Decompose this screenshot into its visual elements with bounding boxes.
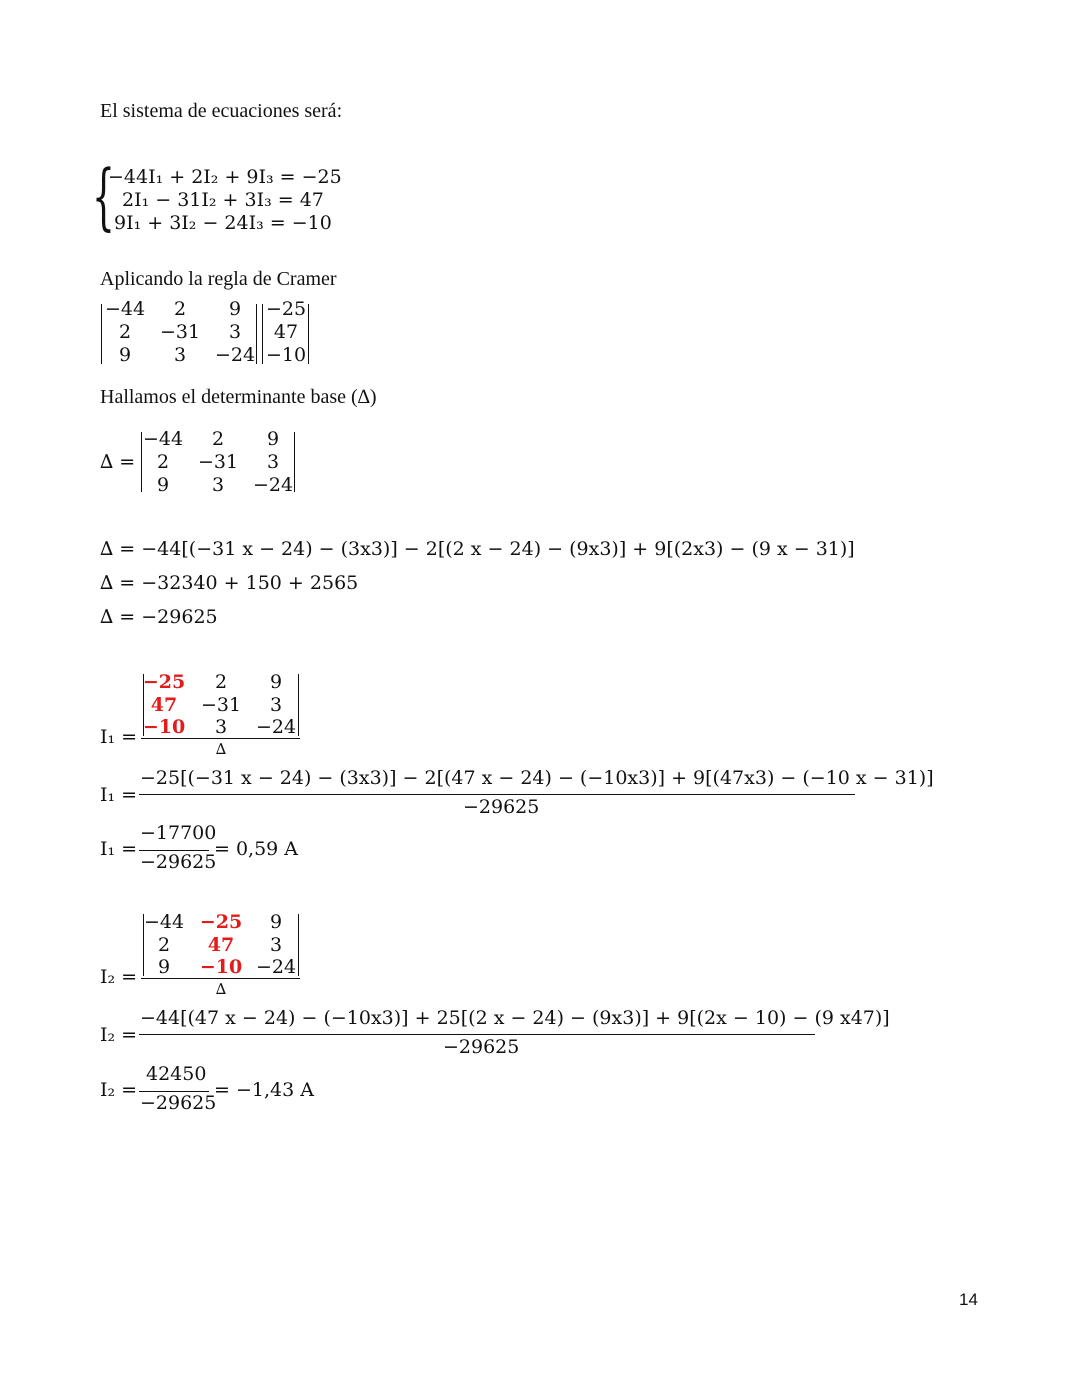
i2-fraction-bar <box>141 978 300 979</box>
i2-label: I₂ = <box>100 1024 138 1046</box>
vector-cell: −25 <box>265 298 307 320</box>
i1-expansion-numerator: −25[(−31 x − 24) − (3x3)] − 2[(47 x − 24) − (−10x3)] + 9[(47x3) − (−10 x − 31)] <box>140 767 934 789</box>
i1-label: I₁ = <box>100 838 138 860</box>
i2-expansion-numerator: −44[(47 x − 24) − (−10x3)] + 25[(2 x − 24) − (9x3)] + 9[(2x − 10) − (9 x47)] <box>140 1007 890 1029</box>
i2-result-denominator: −29625 <box>140 1092 217 1114</box>
i2-label: I₂ = <box>100 1079 138 1101</box>
i2-cell: 9 <box>269 911 283 933</box>
page-number: 14 <box>959 1290 978 1309</box>
intro-text: El sistema de ecuaciones será: <box>100 100 343 122</box>
delta-result: ∆ = −29625 <box>100 606 218 628</box>
i2-result-numerator: 42450 <box>146 1063 207 1085</box>
i2-cell: 2 <box>157 934 171 956</box>
i1-cell-highlight: 47 <box>150 694 178 716</box>
vector-cell: 47 <box>273 321 299 343</box>
i2-cell-highlight: −10 <box>199 956 243 978</box>
i2-cell-highlight: 47 <box>207 934 235 956</box>
det-cell: −44 <box>142 428 184 450</box>
left-brace-icon: { <box>92 154 115 238</box>
i1-cell: 3 <box>214 716 228 738</box>
det-cell: 2 <box>211 428 225 450</box>
matrix-cell: 9 <box>118 344 132 366</box>
i2-expansion-denominator: −29625 <box>443 1036 520 1058</box>
matrix-cell: 2 <box>118 321 132 343</box>
matrix-cell: 9 <box>228 298 242 320</box>
i2-cell-highlight: −25 <box>199 911 243 933</box>
delta-label: ∆ = <box>100 451 136 473</box>
equation-2: 2I₁ − 31I₂ + 3I₃ = 47 <box>122 189 324 211</box>
det-cell: 3 <box>266 451 280 473</box>
equation-3: 9I₁ + 3I₂ − 24I₃ = −10 <box>114 212 332 234</box>
i1-result-value: = 0,59 A <box>214 838 299 860</box>
det-cell: −24 <box>252 474 294 496</box>
i1-cell-highlight: −10 <box>142 716 186 738</box>
i1-cell: 3 <box>269 694 283 716</box>
i1-expansion-bar <box>139 794 855 795</box>
delta-expansion: ∆ = −44[(−31 x − 24) − (3x3)] − 2[(2 x − 24) − (9x3)] + 9[(2x3) − (9 x − 31)] <box>100 538 855 560</box>
i1-label: I₁ = <box>100 726 138 748</box>
matrix-cell: −44 <box>104 298 146 320</box>
det-cell: −31 <box>197 451 239 473</box>
delta-sum: ∆ = −32340 + 150 + 2565 <box>100 572 359 594</box>
matrix-cell: −24 <box>214 344 256 366</box>
matrix-cell: 2 <box>173 298 187 320</box>
i2-cell: 3 <box>269 934 283 956</box>
i1-expansion-denominator: −29625 <box>463 796 540 818</box>
i2-denominator: ∆ <box>215 980 227 998</box>
det-cell: 2 <box>156 451 170 473</box>
i1-cell: 2 <box>214 671 228 693</box>
delta-heading: Hallamos el determinante base (∆) <box>100 386 377 408</box>
equation-1: −44I₁ + 2I₂ + 9I₃ = −25 <box>108 166 342 188</box>
matrix-cell: 3 <box>173 344 187 366</box>
det-cell: 3 <box>211 474 225 496</box>
cramer-heading: Aplicando la regla de Cramer <box>100 268 337 290</box>
matrix-cell: 3 <box>228 321 242 343</box>
i1-label: I₁ = <box>100 784 138 806</box>
i2-cell: 9 <box>157 956 171 978</box>
i1-denominator: ∆ <box>215 740 227 758</box>
det-cell: 9 <box>266 428 280 450</box>
i2-label: I₂ = <box>100 966 138 988</box>
i2-result-value: = −1,43 A <box>214 1079 314 1101</box>
i1-fraction-bar <box>141 738 300 739</box>
i1-cell: −31 <box>200 694 242 716</box>
i1-cell: −24 <box>255 716 297 738</box>
i2-expansion-bar <box>139 1034 815 1035</box>
i2-cell: −44 <box>143 911 185 933</box>
i2-cell: −24 <box>255 956 297 978</box>
matrix-cell: −31 <box>159 321 201 343</box>
i1-result-denominator: −29625 <box>140 851 217 873</box>
i1-cell-highlight: −25 <box>142 671 186 693</box>
i1-cell: 9 <box>269 671 283 693</box>
det-cell: 9 <box>156 474 170 496</box>
vector-cell: −10 <box>265 344 307 366</box>
i1-result-numerator: −17700 <box>140 822 217 844</box>
